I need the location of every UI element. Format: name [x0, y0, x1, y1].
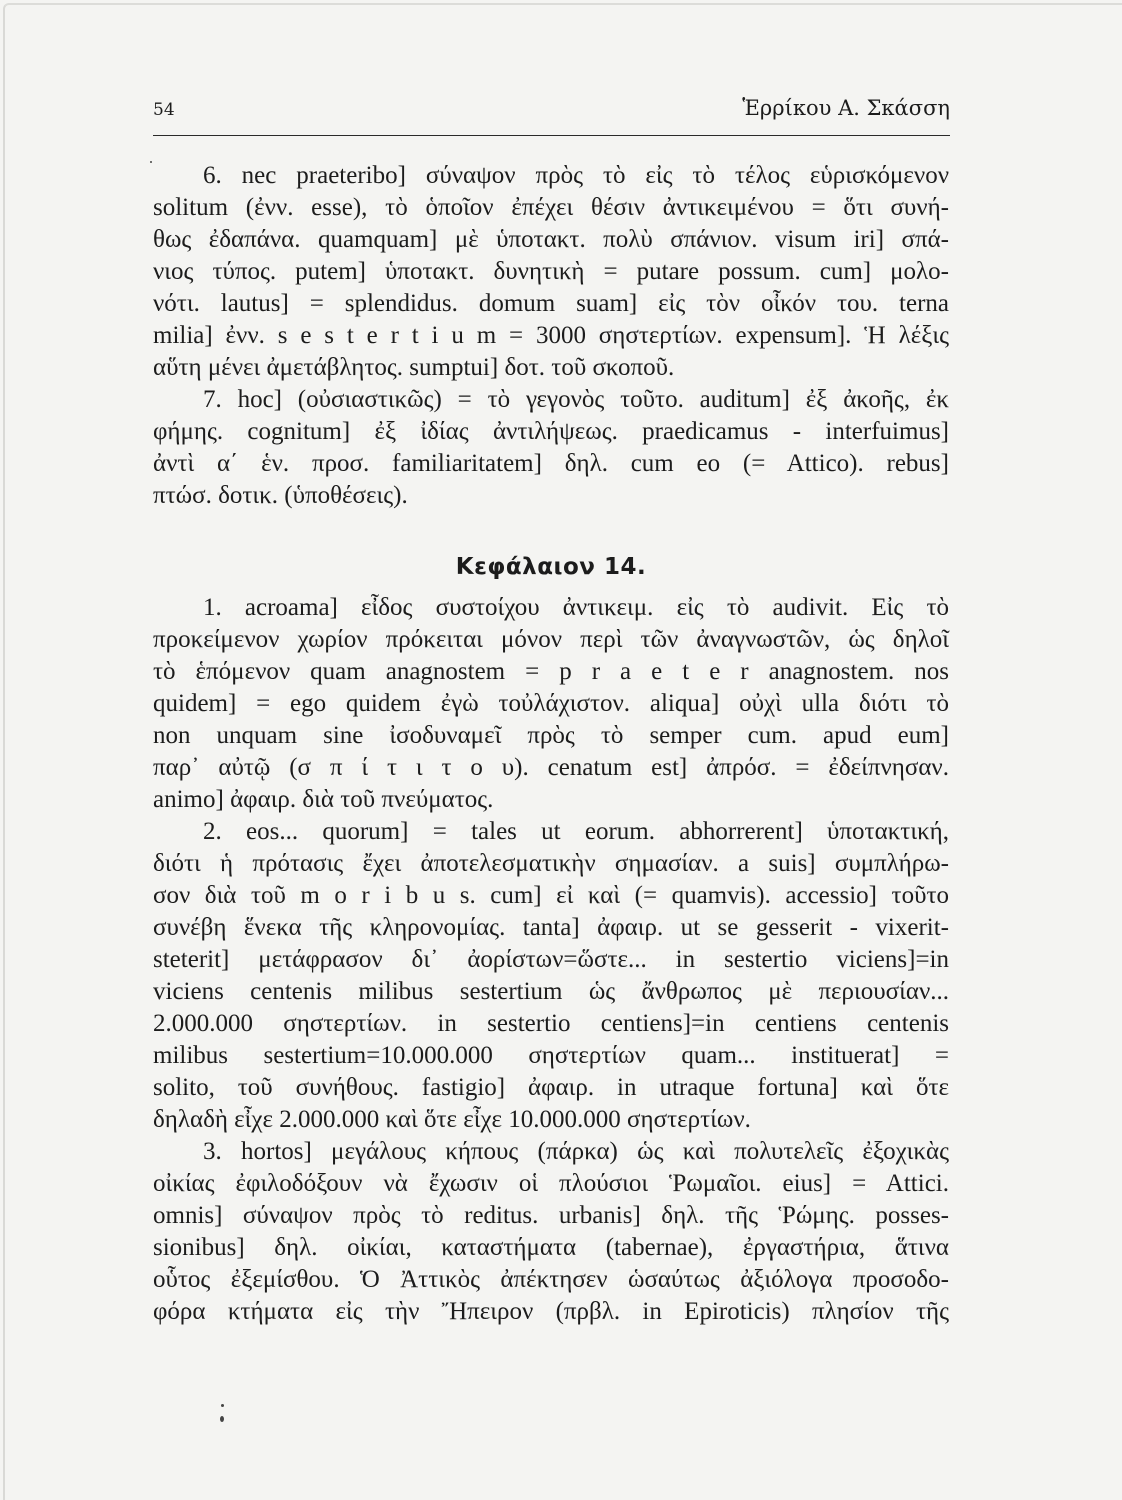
text-line: ἀντὶ α΄ ἑν. προσ. familiaritatem] δηλ. cum eo (= Attico). rebus] — [153, 450, 949, 477]
text-line: 6. nec praeteribo] σύναψον πρὸς τὸ εἰς τὸ τέλος εὑρισκόμενον — [203, 162, 949, 189]
text-line: οἰκίας ἐφιλοδόξουν νὰ ἔχωσιν οἱ πλούσιοι Ῥωμαῖοι. eius] = Attici. — [153, 1170, 949, 1197]
text-line: παρ᾽ αὐτῷ (σ π ί τ ι τ ο υ). cenatum est] ἀπρόσ. = ἐδείπνησαν. — [153, 754, 949, 781]
text-line: 3. hortos] μεγάλους κήπους (πάρκα) ὡς καὶ πολυτελεῖς ἐξοχικὰς — [203, 1138, 949, 1165]
text-line: non unquam sine ἰσοδυναμεῖ πρὸς τὸ semper cum. apud eum] — [153, 722, 949, 749]
text-line: 2. eos... quorum] = tales ut eorum. abhorrerent] ὑποτακτική, — [203, 818, 949, 845]
text-line: steterit] μετάφρασον δι᾽ ἀορίστων=ὥστε... in sestertio viciens]=in — [153, 946, 949, 973]
text-line: φόρα κτήματα εἰς τὴν Ἤπειρον (πρβλ. in Epiroticis) πλησίον τῆς — [153, 1298, 949, 1325]
text-line: animo] ἀφαιρ. διὰ τοῦ πνεύματος. — [153, 786, 494, 813]
text-line: 1. acroama] εἶδος συστοίχου ἀντικειμ. εἰς τὸ audivit. Εἰς τὸ — [203, 594, 949, 621]
text-line: viciens centenis milibus sestertium ὡς ἄνθρωπος μὲ περιουσίαν... — [153, 978, 949, 1005]
text-line: φήμης. cognitum] ἐξ ἰδίας ἀντιλήψεως. praedicamus - interfuimus] — [153, 418, 949, 445]
text-line: omnis] σύναψον πρὸς τὸ reditus. urbanis] δηλ. τῆς Ῥώμης. posses- — [153, 1202, 949, 1229]
text-line: 2.000.000 σηστερτίων. in sestertio centiens]=in centiens centenis — [153, 1010, 949, 1037]
scan-speck — [150, 161, 152, 163]
text-line: οὗτος ἐξεμίσθου. Ὁ Ἀττικὸς ἀπέκτησεν ὡσαύτως ἀξιόλογα προσοδο- — [153, 1266, 949, 1293]
text-line: solitum (ἐνν. esse), τὸ ὁποῖον ἐπέχει θέσιν ἀντικειμένου = ὅτι συνή- — [153, 194, 949, 221]
text-line: πτώσ. δοτικ. (ὑποθέσεις). — [153, 482, 408, 509]
text-line: τὸ ἑπόμενον quam anagnostem = p r a e t e r anagnostem. nos — [153, 658, 949, 685]
header-rule — [153, 135, 950, 136]
text-line: sionibus] δηλ. οἰκίαι, καταστήματα (tabernae), ἐργαστήρια, ἅτινα — [153, 1234, 949, 1261]
text-line: συνέβη ἕνεκα τῆς κληρονομίας. tanta] ἀφαιρ. ut se gesserit - vixerit- — [153, 914, 949, 941]
scan-speck — [221, 1404, 224, 1407]
running-head-author: Ἑρρίκου Α. Σκάσση — [742, 96, 950, 120]
text-line: διότι ἡ πρότασις ἔχει ἀποτελεσματικὴν σημασίαν. a suis] συμπλήρω- — [153, 850, 949, 877]
text-line: θως ἐδαπάνα. quamquam] μὲ ὑποτακτ. πολὺ σπάνιον. visum iri] σπά- — [153, 226, 949, 253]
text-line: milia] ἐνν. s e s t e r t i u m = 3000 σηστερτίων. expensum]. Ἡ λέξις — [153, 322, 949, 349]
page-number: 54 — [153, 100, 175, 120]
text-line: αὕτη μένει ἀμετάβλητος. sumptui] δοτ. τοῦ σκοποῦ. — [153, 354, 675, 381]
text-line: δηλαδὴ εἶχε 2.000.000 καὶ ὅτε εἶχε 10.000.000 σηστερτίων. — [153, 1106, 751, 1133]
text-line: solito, τοῦ συνήθους. fastigio] ἀφαιρ. in utraque fortuna] καὶ ὅτε — [153, 1074, 949, 1101]
text-line: προκείμενον χωρίον πρόκειται μόνον περὶ τῶν ἀναγνωστῶν, ὡς δηλοῖ — [153, 626, 949, 653]
text-line: quidem] = ego quidem ἐγὼ τοὐλάχιστον. aliqua] οὐχὶ ulla διότι τὸ — [153, 690, 949, 717]
text-line: 7. hoc] (οὐσιαστικῶς) = τὸ γεγονὸς τοῦτο. auditum] ἐξ ἀκοῆς, ἐκ — [203, 386, 949, 413]
running-head — [153, 96, 950, 126]
chapter-heading: Κεφάλαιον 14. — [455, 554, 647, 580]
text-line: νότι. lautus] = splendidus. domum suam] εἰς τὸν οἶκόν του. terna — [153, 290, 949, 317]
scan-speck — [220, 1416, 224, 1422]
text-line: milibus sestertium=10.000.000 σηστερτίων quam... instituerat] = — [153, 1042, 949, 1069]
text-line: νιος τύπος. putem] ὑποτακτ. δυνητικὴ = putare possum. cum] μολο- — [153, 258, 949, 285]
text-line: σον διὰ τοῦ m o r i b u s. cum] εἰ καὶ (= quamvis). accessio] τοῦτο — [153, 882, 949, 909]
